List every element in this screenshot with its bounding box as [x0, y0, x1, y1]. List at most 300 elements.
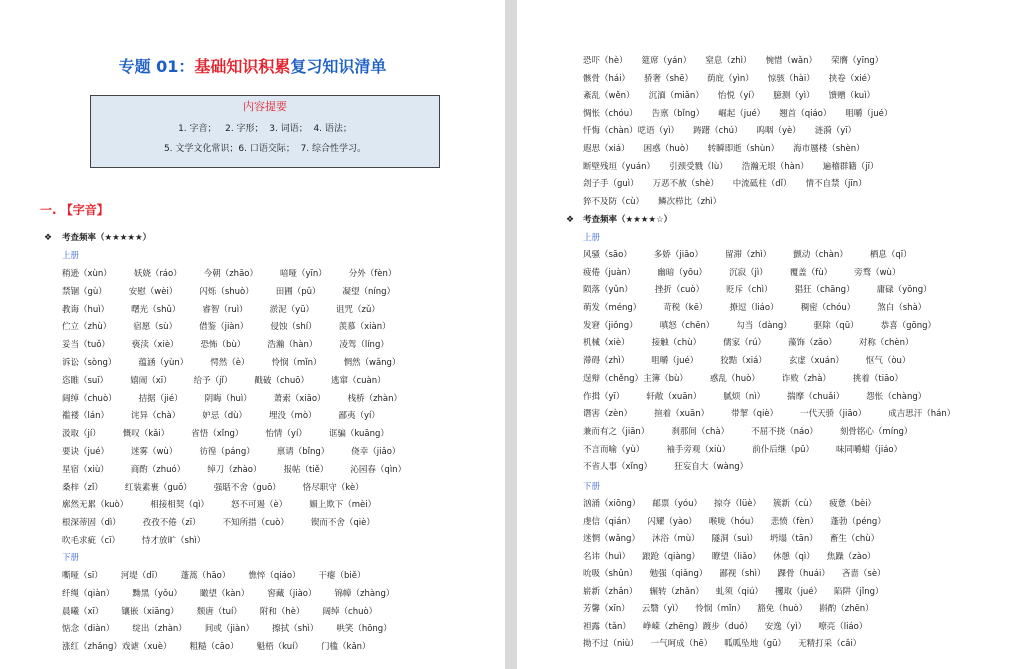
word-entry: 怨怅（chàng） [866, 391, 927, 402]
word-row [62, 515, 428, 533]
word-entry: 无精打采（cǎi） [798, 639, 862, 649]
word-entry: 星宿（xiù） [62, 464, 109, 475]
word-entry: 镶嵌（xiāng） [121, 606, 179, 617]
title-prefix: 专题 01： [118, 57, 195, 76]
word-entry: 不知所措（cuò） [222, 518, 289, 529]
word-entry: 掠夺（lüè） [714, 499, 761, 509]
word-entry: 褴褛（lán） [62, 411, 109, 422]
word-entry: 惘然（wǎng） [343, 357, 401, 368]
page-right [517, 0, 1024, 669]
word-entry: 转瞬即逝（shùn） [707, 143, 780, 154]
word-entry: 不言而喻（yù） [583, 444, 645, 455]
word-row [583, 353, 977, 371]
word-entry: 拮据（jié） [138, 393, 183, 404]
word-entry: 揎着（xuān） [654, 409, 710, 420]
word-entry: 安逸（yì） [764, 621, 807, 632]
word-entry: 恐怖（bù） [200, 340, 246, 351]
word-entry: 不省人事（xǐng） [583, 462, 653, 473]
word-entry: 诈败（zhà） [781, 373, 831, 384]
word-entry: 告禀（bǐng） [651, 108, 705, 119]
word-row [62, 497, 428, 515]
word-entry: 万恶不赦（shè） [652, 179, 719, 190]
word-entry: 粗糙（cāo） [189, 642, 239, 653]
word-entry: 萌发（méng） [583, 303, 642, 314]
word-row [583, 247, 977, 265]
word-entry: 怡悦（yí） [717, 91, 760, 102]
word-entry: 喉咙（hóu） [708, 516, 759, 527]
word-row [62, 373, 428, 391]
word-row [583, 601, 898, 619]
word-entry: 崛起（jué） [718, 108, 766, 119]
word-entry: 引颈受戮（lù） [669, 161, 728, 172]
word-entry: 惦念（diàn） [62, 624, 115, 635]
word-entry: 魁梧（kuí） [256, 642, 304, 653]
word-entry: 怒不可遏（è） [231, 500, 288, 511]
word-entry: 哄笑（hōng） [336, 624, 392, 635]
word-entry: 阔绰（chuò） [322, 606, 378, 617]
word-entry: 瞭望（liǎo） [711, 551, 762, 562]
word-entry: 凝望（níng） [342, 286, 396, 297]
word-entry: 轩敞（xuān） [646, 391, 702, 402]
word-entry: 筵席（yán） [641, 56, 692, 66]
title-highlight: 基础知识积累 [194, 57, 291, 76]
word-entry: 凌驾（líng） [339, 340, 389, 351]
word-row [583, 176, 906, 194]
word-entry: 藻饰（zǎo） [787, 338, 837, 349]
word-row [583, 159, 906, 177]
word-row [62, 302, 428, 320]
word-entry: 商酌（zhuó） [130, 464, 186, 475]
word-row [62, 462, 428, 480]
word-row [62, 533, 428, 551]
word-entry: 沉寂（jì） [728, 267, 768, 278]
word-entry: 味同嚼蜡（jiáo） [836, 444, 903, 455]
word-entry: 情不自禁（jīn） [805, 179, 867, 190]
word-entry: 骸骨（hái） [583, 73, 630, 84]
word-row [62, 284, 428, 302]
word-row [583, 424, 977, 442]
summary-heading: 内容提要 [243, 100, 287, 113]
word-entry: 多娇（jiāo） [653, 250, 703, 260]
word-row [583, 71, 906, 89]
word-row [62, 391, 428, 409]
word-entry: 中流砥柱（dǐ） [732, 179, 792, 190]
word-row [62, 266, 428, 284]
word-entry: 对称（chèn） [858, 338, 914, 349]
word-row [583, 194, 906, 212]
word-entry: 嗔怒（chēn） [659, 320, 715, 331]
word-entry: 诓骗（kuāng） [328, 429, 389, 440]
word-row [583, 584, 898, 602]
word-row [62, 355, 428, 373]
word-entry: 惊骇（hài） [767, 73, 815, 84]
word-list [62, 266, 428, 551]
word-entry: 诉讼（sòng） [62, 357, 117, 368]
word-entry: 挫折（cuò） [654, 285, 705, 296]
word-entry: 亵渎（xiè） [131, 340, 179, 351]
word-entry: 风骚（sāo） [583, 250, 632, 260]
word-entry: 峥嵘（zhēng）踱步（duó） [642, 621, 753, 632]
word-entry: 诅咒（zǔ） [336, 304, 380, 315]
word-entry: 踝骨（huái） [777, 569, 830, 579]
word-entry: 给予（jǐ） [193, 375, 233, 386]
word-entry: 攫取（jué） [775, 586, 823, 597]
frequency-label: 考查频率（★★★★☆） [583, 215, 673, 225]
word-entry: 腻烦（nì） [723, 391, 766, 402]
word-entry: 紊乱（wěn） [583, 91, 635, 102]
volume-label-upper: 上册 [62, 251, 80, 261]
word-entry: 幽暗（yōu） [657, 267, 707, 278]
word-list [62, 568, 412, 657]
word-entry: 名讳（huì） [583, 551, 631, 562]
word-entry: 一气呵成（hē） [650, 639, 713, 649]
word-row [583, 531, 898, 549]
word-entry: 惆怅（chóu） [583, 108, 638, 119]
word-entry: 稍逊（xùn） [62, 269, 112, 279]
summary-box [90, 95, 440, 168]
word-entry: 蓬蒿（hāo） [180, 571, 231, 581]
word-entry: 田圃（pǔ） [275, 286, 321, 297]
word-entry: 省悟（xǐng） [191, 429, 244, 440]
word-row [583, 389, 977, 407]
word-entry: 辗转（zhǎn） [649, 586, 704, 597]
word-entry: 呜咽（yè） [756, 126, 801, 137]
volume-label-lower: 下册 [62, 553, 80, 563]
word-entry: 苛税（kē） [663, 303, 708, 314]
word-entry: 惋惜（wǎn） [765, 56, 818, 66]
word-entry: 隧洞（suì） [711, 534, 758, 544]
word-entry: 谮害（zèn） [583, 409, 633, 420]
word-entry: 旁骛（wù） [854, 267, 901, 278]
word-entry: 覆盖（fù） [789, 267, 833, 278]
diamond-bullet-icon [566, 211, 574, 229]
word-entry: 挑着（tiāo） [852, 373, 904, 384]
word-entry: 怜悯（mǐn） [695, 604, 746, 614]
word-entry: 喑哑（yīn） [279, 269, 327, 279]
word-entry: 红装素裹（guǒ） [124, 482, 192, 493]
word-row [583, 88, 906, 106]
word-entry: 睿智（ruì） [202, 304, 248, 315]
word-entry: 恣睢（suī） [62, 375, 109, 386]
word-entry: 宿愿（sù） [133, 322, 178, 333]
word-entry: 发窘（jiǒng） [583, 320, 638, 331]
word-entry: 曙光（shǔ） [131, 304, 181, 315]
word-row [62, 568, 412, 586]
word-entry: 刹那间（chà） [671, 426, 730, 437]
word-entry: 吮吸（shǔn） [583, 569, 638, 579]
word-entry: 侵蚀（shí） [270, 322, 317, 333]
word-row [62, 426, 428, 444]
word-row [583, 300, 977, 318]
word-entry: 玄虚（xuán） [788, 356, 844, 367]
word-entry: 媚上欺下（mèi） [309, 500, 377, 511]
word-entry: 嘶哑（sī） [62, 571, 103, 581]
word-entry: 留滞（zhì） [724, 250, 772, 260]
word-entry: 惑乱（huò） [709, 373, 760, 384]
word-entry: 陷阱（jǐng） [834, 586, 884, 597]
word-entry: 嘹亮（liáo） [818, 621, 868, 632]
word-entry: 诧异（chà） [130, 411, 181, 422]
word-entry: 埋没（mò） [269, 411, 317, 422]
word-entry: 庸碌（yōng） [876, 285, 932, 296]
word-row [62, 319, 428, 337]
word-entry: 颓唐（tuí） [196, 606, 242, 617]
word-entry: 浩瀚无垠（hàn） [741, 161, 809, 172]
word-entry: 颤动（chàn） [793, 250, 848, 260]
word-entry: 云翳（yì） [641, 604, 684, 614]
word-entry: 怡情（yí） [265, 429, 307, 440]
word-entry: 遍稽群籍（jī） [822, 161, 879, 172]
word-entry: 猝不及防（cù） [583, 196, 645, 207]
word-entry: 晨曦（xī） [62, 606, 104, 617]
word-entry: 廓然无累（kuò） [62, 500, 129, 511]
word-entry: 间或（jiàn） [204, 624, 255, 635]
word-entry: 借鉴（jiàn） [199, 322, 249, 333]
title-suffix: 复习知识清单 [290, 57, 387, 76]
word-entry: 伫立（zhù） [62, 322, 112, 333]
word-row [583, 106, 906, 124]
word-entry: 阴晦（huì） [204, 393, 252, 404]
word-entry: 相接相契（qì） [150, 500, 210, 511]
word-entry: 接触（chù） [651, 338, 702, 349]
word-entry: 咀嚼（jué） [651, 356, 699, 367]
word-entry: 闪烁（shuò） [199, 286, 254, 297]
word-entry: 馈赠（kuì） [828, 91, 876, 102]
word-entry: 迷惘（wǎng） [583, 534, 640, 544]
word-entry: 带挈（qiè） [731, 409, 779, 420]
word-entry: 强聒不舍（guō） [213, 482, 281, 493]
word-entry: 根深蒂固（dì） [62, 518, 121, 529]
word-entry: 萧索（xiāo） [273, 393, 326, 404]
word-entry: 安慰（wèi） [128, 286, 178, 297]
word-entry: 沐浴（mù） [651, 534, 700, 544]
word-entry: 揣摩（chuǎi） [787, 391, 845, 402]
word-entry: 妥当（tuǒ） [62, 340, 110, 351]
word-row [583, 459, 977, 477]
word-entry: 驱除（qū） [813, 320, 859, 331]
word-entry: 沁园春（qìn） [350, 464, 407, 475]
word-entry: 机械（xiè） [583, 338, 630, 349]
word-entry: 一代天骄（jiāo） [800, 409, 867, 420]
word-row [583, 141, 906, 159]
word-entry: 稠密（chóu） [800, 303, 856, 314]
word-entry: 鳞次栉比（zhì） [658, 196, 722, 207]
volume-label-lower: 下册 [583, 482, 601, 492]
word-row [583, 496, 898, 514]
word-list [583, 53, 906, 211]
word-entry: 要诀（jué） [62, 446, 109, 457]
word-row [62, 621, 412, 639]
word-entry: 陨落（yǔn） [583, 285, 633, 296]
word-entry: 门槛（kǎn） [321, 642, 371, 653]
word-entry: 鄙夷（yí） [338, 411, 380, 422]
word-entry: 报帖（tiě） [283, 464, 329, 475]
word-entry: 拗不过（niù） [583, 639, 639, 649]
word-entry: 恐吓（hè） [583, 56, 628, 66]
word-entry: 今朝（zhāo） [203, 269, 258, 279]
word-entry: 作揖（yī） [583, 391, 625, 402]
word-entry: 栈桥（zhàn） [347, 393, 403, 404]
word-entry: 荣膺（yīng） [831, 56, 884, 66]
word-entry: 前仆后继（pū） [752, 444, 814, 455]
word-entry: 翘首（qiáo） [779, 108, 832, 119]
word-entry: 狂妄自大（wàng） [674, 462, 749, 473]
word-entry: 休憩（qì） [773, 551, 815, 562]
word-entry: 忏悔（chàn）呓语（yì） [583, 126, 680, 137]
word-entry: 焦躁（zào） [826, 551, 876, 562]
word-entry: 刻骨铭心（míng） [839, 426, 913, 437]
word-row [62, 337, 428, 355]
word-entry: 汹涌（xiōng） [583, 499, 641, 509]
word-entry: 吝啬（sè） [841, 569, 886, 579]
word-entry: 勉强（qiǎng） [649, 569, 708, 579]
word-row [583, 282, 977, 300]
word-entry: 贬斥（chì） [726, 285, 773, 296]
word-entry: 蓬勃（péng） [830, 516, 886, 527]
word-list [583, 496, 898, 654]
word-entry: 彷徨（páng） [199, 446, 255, 457]
word-row [583, 265, 977, 283]
word-entry: 沉湎（miǎn） [648, 91, 704, 102]
word-entry: 窖藏（jiào） [267, 588, 317, 599]
word-entry: 河堤（dī） [120, 571, 163, 581]
word-entry: 困惑（huò） [643, 143, 694, 154]
word-entry: 憔悴（qiáo） [248, 571, 301, 581]
word-entry: 豁免（huò） [757, 604, 808, 614]
word-row [583, 636, 898, 654]
word-entry: 禁锢（gù） [62, 286, 107, 297]
word-entry: 袒露（tǎn） [583, 621, 631, 632]
summary-line: 5. 文学文化常识；6. 口语交际； 7. 综合性学习。 [163, 144, 367, 154]
word-list [583, 247, 977, 477]
word-entry: 逃窜（cuàn） [330, 375, 386, 386]
word-row [583, 566, 898, 584]
word-entry: 分外（fèn） [348, 269, 397, 279]
word-entry: 干瘪（biě） [318, 571, 366, 581]
word-row [583, 335, 977, 353]
word-entry: 咀嚼（jué） [845, 108, 893, 119]
word-entry: 不屈不挠（náo） [751, 426, 818, 437]
word-entry: 闪耀（yào） [647, 516, 697, 527]
word-row [62, 639, 412, 657]
word-entry: 怄气（òu） [865, 356, 911, 367]
diamond-bullet-icon [44, 229, 52, 247]
word-entry: 骄奢（shē） [643, 73, 694, 84]
word-row [583, 406, 977, 424]
word-entry: 纤绳（qiàn） [62, 588, 115, 599]
word-entry: 禀请（bǐng） [276, 446, 330, 457]
word-entry: 刽子手（guì） [583, 179, 639, 190]
word-entry: 嬉闹（xī） [130, 375, 172, 386]
word-entry: 煞白（shà） [877, 303, 927, 314]
word-row [62, 444, 428, 462]
word-entry: 绰刀（zhào） [207, 464, 262, 475]
word-entry: 疲惫（bèi） [829, 499, 877, 509]
word-entry: 虔信（qián） [583, 516, 636, 527]
word-entry: 羡慕（xiàn） [338, 322, 391, 333]
word-entry: 畜生（chù） [829, 534, 880, 544]
word-entry: 妖娆（ráo） [133, 269, 182, 279]
word-entry: 逞辩（chěng）主簿（bù） [583, 373, 688, 384]
word-entry: 浩瀚（hàn） [267, 340, 318, 351]
word-entry: 戳破（chuō） [254, 375, 309, 386]
word-entry: 撩逗（liáo） [729, 303, 779, 314]
word-entry: 挟卷（xié） [828, 73, 876, 84]
section-heading: 一. 【字音】 [40, 203, 109, 217]
word-entry: 成吉思汗（hán） [888, 409, 956, 420]
word-entry: 锲而不舍（qiè） [310, 518, 375, 529]
word-entry: 崭新（zhǎn） [583, 586, 638, 597]
word-entry: 猖狂（chāng） [794, 285, 855, 296]
word-entry: 绽出（zhàn） [132, 624, 187, 635]
word-entry: 踌躇（chú） [693, 126, 743, 137]
word-entry: 阔绰（chuò） [62, 393, 117, 404]
word-row [62, 408, 428, 426]
word-entry: 邮票（yóu） [652, 499, 703, 509]
summary-line: 1. 字音； 2. 字形； 3. 词语； 4. 语法； [178, 124, 352, 134]
word-entry: 兼而有之（jiān） [583, 426, 650, 437]
word-entry: 悲愤（fèn） [770, 516, 819, 527]
word-entry: 涟漪（yī） [814, 126, 857, 137]
word-entry: 教诲（huì） [62, 304, 110, 315]
word-entry: 附和（hè） [259, 606, 305, 617]
word-entry: 鄙视（shì） [719, 569, 766, 579]
word-entry: 滞碍（zhì） [583, 356, 630, 367]
word-entry: 黝黑（yǒu） [132, 588, 182, 599]
word-entry: 芳馨（xīn） [583, 604, 630, 614]
word-row [583, 514, 898, 532]
word-entry: 坍塌（tān） [769, 534, 818, 544]
word-entry: 荫庇（yìn） [707, 73, 754, 84]
word-entry: 臆测（yì） [773, 91, 815, 102]
word-entry: 遐思（xiá） [583, 143, 630, 154]
word-entry: 斟酌（zhēn） [819, 604, 874, 614]
word-row [62, 604, 412, 622]
word-entry: 窒息（zhì） [705, 56, 752, 66]
word-entry: 恪尽职守（kè） [302, 482, 364, 493]
word-row [583, 318, 977, 336]
word-entry: 断壁残垣（yuán） [583, 161, 656, 172]
word-entry: 桑梓（zǐ） [62, 482, 103, 493]
word-entry: 栖息（qī） [869, 250, 912, 260]
word-entry: 瞰望（kàn） [199, 588, 250, 599]
word-entry: 蕴涵（yùn） [138, 357, 189, 368]
word-row [583, 549, 898, 567]
word-entry: 愕然（è） [210, 357, 250, 368]
word-entry: 疲倦（juàn） [583, 267, 636, 278]
word-row [583, 123, 906, 141]
word-entry: 淤泥（yū） [269, 304, 315, 315]
word-row [583, 53, 906, 71]
word-entry: 怜悯（mǐn） [271, 357, 322, 368]
word-entry: 袖手旁观（xiù） [666, 444, 731, 455]
frequency-label: 考查频率（★★★★★） [62, 233, 152, 243]
word-entry: 虬须（qiú） [715, 586, 764, 597]
word-entry: 狡黠（xiá） [720, 356, 767, 367]
word-entry: 侥幸（jiǎo） [351, 446, 401, 457]
word-row [583, 371, 977, 389]
word-entry: 簇新（cù） [773, 499, 818, 509]
word-entry: 擦拭（shì） [272, 624, 319, 635]
word-row [583, 442, 977, 460]
word-entry: 勾当（dàng） [736, 320, 792, 331]
word-entry: 海市蜃楼（shèn） [793, 143, 865, 154]
word-entry: 妒忌（dù） [202, 411, 248, 422]
word-entry: 锦幛（zhàng） [334, 588, 395, 599]
word-entry: 孜孜不倦（zī） [142, 518, 201, 529]
word-entry: 涨红（zhǎng）戏谑（xuè） [62, 642, 172, 653]
document-title [0, 55, 505, 79]
